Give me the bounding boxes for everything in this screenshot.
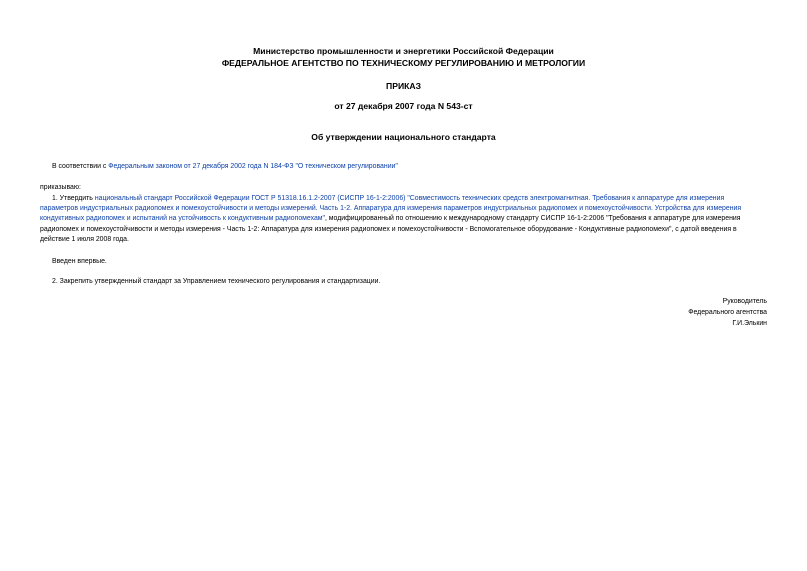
standard-link-part-3[interactable]: кондуктивных радиопомех и испытаний на устойчивость к кондуктивным радиопомехам" [40,215,325,223]
item-1-line-4: радиопомех и помехоустойчивости и методы измерения - Часть 1-2: Аппаратура для измерения радиопомех и помехоустойчивости - Вспомогательное оборудование - Кондуктивные радиопомехи", с датой введения в [40,225,737,233]
introduced-note: Введен впервые. [52,258,107,265]
item-1-line-1 [40,194,770,204]
document-subject: Об утверждении национального стандарта [311,132,496,142]
document-date-number: от 27 декабря 2007 года N 543-ст [334,101,473,111]
standard-link-part-1[interactable]: национальный стандарт Российской Федерации ГОСТ Р 51318.16.1.2-2007 (СИСПР 16-1-2:2006) "Совместимость технических средств электромагнитная. Требования к аппаратуре для измерения [94,195,725,202]
item-1-text-3: , модифицированный по отношению к международному стандарту СИСПР 16-1-2:2006 "Требования к аппаратуре для измерения [324,215,741,223]
item-1-line-3 [40,214,770,224]
signature-title: Руководитель [722,298,767,305]
intro-paragraph [52,162,398,172]
standard-link-part-2[interactable]: параметров индустриальных радиопомех и помехоустойчивости и методы измерений. Часть 1-2. Аппаратура для измерения параметров индустриальных радиопомех и помехоустойчивости. Устройства для измерения [40,205,742,213]
item-1-paragraph [40,194,770,245]
intro-prefix: В соответствии с [52,163,109,170]
item-1-line-2 [40,204,770,214]
ministry-title: Министерство промышленности и энергетики Российской Федерации [253,46,554,56]
signature-org: Федерального агентства [688,309,767,316]
federal-law-link[interactable]: Федеральным законом от 27 декабря 2002 года N 184-ФЗ "О техническом регулировании" [108,163,398,170]
signature-name: Г.И.Элькин [732,320,767,327]
item-1-prefix: 1. Утвердить [52,195,95,202]
item-2-paragraph: 2. Закрепить утвержденный стандарт за Управлением технического регулирования и стандартизации. [52,278,381,285]
item-1-line-5: действие 1 июля 2008 года. [40,235,129,243]
orders-label: приказываю: [40,184,81,191]
agency-title: ФЕДЕРАЛЬНОЕ АГЕНТСТВО ПО ТЕХНИЧЕСКОМУ РЕГУЛИРОВАНИЮ И МЕТРОЛОГИИ [221,58,586,68]
document-type: ПРИКАЗ [386,81,421,91]
